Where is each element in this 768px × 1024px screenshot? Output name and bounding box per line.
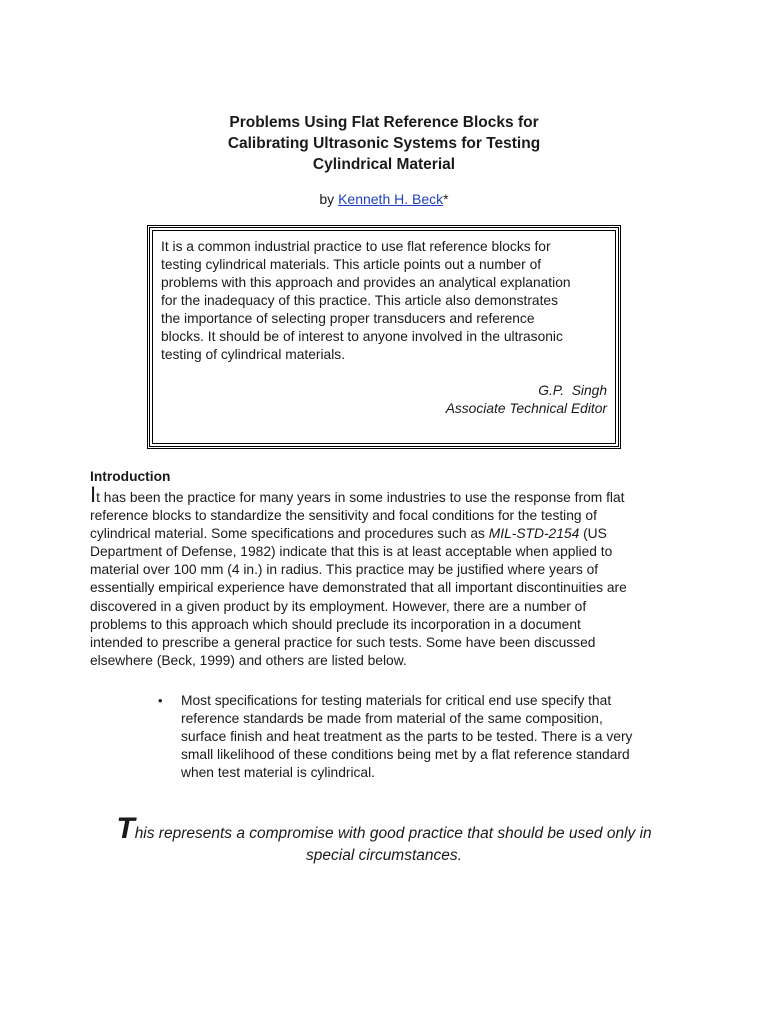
bullet-line: when test material is cylindrical.: [181, 765, 375, 781]
abstract-line: for the inadequacy of this practice. This article also demonstrates: [161, 293, 558, 308]
abstract-text: [161, 238, 609, 364]
author-link[interactable]: Kenneth H. Beck: [338, 191, 444, 207]
intro-line: elsewhere (Beck, 1999) and others are listed below.: [90, 652, 407, 668]
bullet-item: [181, 692, 691, 782]
intro-line-text: (US: [579, 526, 607, 542]
intro-line: essentially empirical experience have demonstrated that all important discontinuities are: [90, 580, 627, 596]
bullet-line: surface finish and heat treatment as the parts to be tested. There is a very: [181, 729, 633, 745]
title-line: Problems Using Flat Reference Blocks for: [229, 114, 539, 131]
pull-quote-dropcap: T: [116, 812, 135, 845]
bullet-marker: •: [158, 693, 163, 708]
section-heading-introduction: Introduction: [90, 469, 171, 484]
abstract-signature: [446, 382, 607, 418]
abstract-line: problems with this approach and provides an analytical explanation: [161, 275, 571, 290]
byline-prefix: by: [319, 191, 339, 207]
intro-first-line: t has been the practice for many years in some industries to use the response from flat: [96, 490, 625, 505]
dropcap-letter: I: [90, 482, 97, 507]
abstract-line: testing cylindrical materials. This article points out a number of: [161, 257, 542, 272]
abstract-line: testing of cylindrical materials.: [161, 347, 346, 362]
intro-line: intended to prescribe a general practice for such tests. Some have been discussed: [90, 634, 596, 650]
bullet-line: Most specifications for testing materials for critical end use specify that: [181, 693, 612, 708]
intro-line: Department of Defense, 1982) indicate that this is at least acceptable when applied to: [90, 544, 613, 560]
byline-asterisk: *: [443, 191, 449, 207]
abstract-line: blocks. It should be of interest to anyone involved in the ultrasonic: [161, 329, 563, 344]
pull-quote-line: special circumstances.: [306, 847, 462, 864]
introduction-paragraph: [90, 482, 690, 670]
bullet-line: reference standards be made from material of the same composition,: [181, 711, 603, 727]
editor-name: G.P. Singh: [538, 383, 607, 398]
byline: [134, 190, 634, 208]
intro-line-text: cylindrical material. Some specifications and procedures such as: [90, 526, 489, 542]
intro-line: [90, 482, 690, 507]
intro-line: [90, 525, 690, 543]
article-title: [134, 112, 634, 175]
bullet-line: small likelihood of these conditions being met by a flat reference standard: [181, 747, 630, 763]
intro-line: problems to this approach which should preclude its incorporation in a document: [90, 616, 581, 632]
title-line: Cylindrical Material: [312, 156, 456, 173]
abstract-line: It is a common industrial practice to use flat reference blocks for: [161, 239, 551, 254]
editor-title: Associate Technical Editor: [445, 401, 607, 416]
intro-line: discovered in a given product by its employment. However, there are a number of: [90, 598, 587, 614]
abstract-line: the importance of selecting proper transducers and reference: [161, 311, 535, 326]
title-line: Calibrating Ultrasonic Systems for Testing: [227, 135, 541, 152]
intro-line: material over 100 mm (4 in.) in radius. This practice may be justified where years of: [90, 562, 599, 578]
intro-line: reference blocks to standardize the sensitivity and focal conditions for the testing of: [90, 508, 597, 524]
pull-quote-line: [80, 812, 688, 845]
spec-reference: MIL-STD-2154: [488, 526, 580, 542]
pull-quote-text: his represents a compromise with good practice that should be used only in: [134, 825, 652, 842]
pull-quote: [80, 812, 688, 867]
abstract-box: [147, 225, 621, 449]
